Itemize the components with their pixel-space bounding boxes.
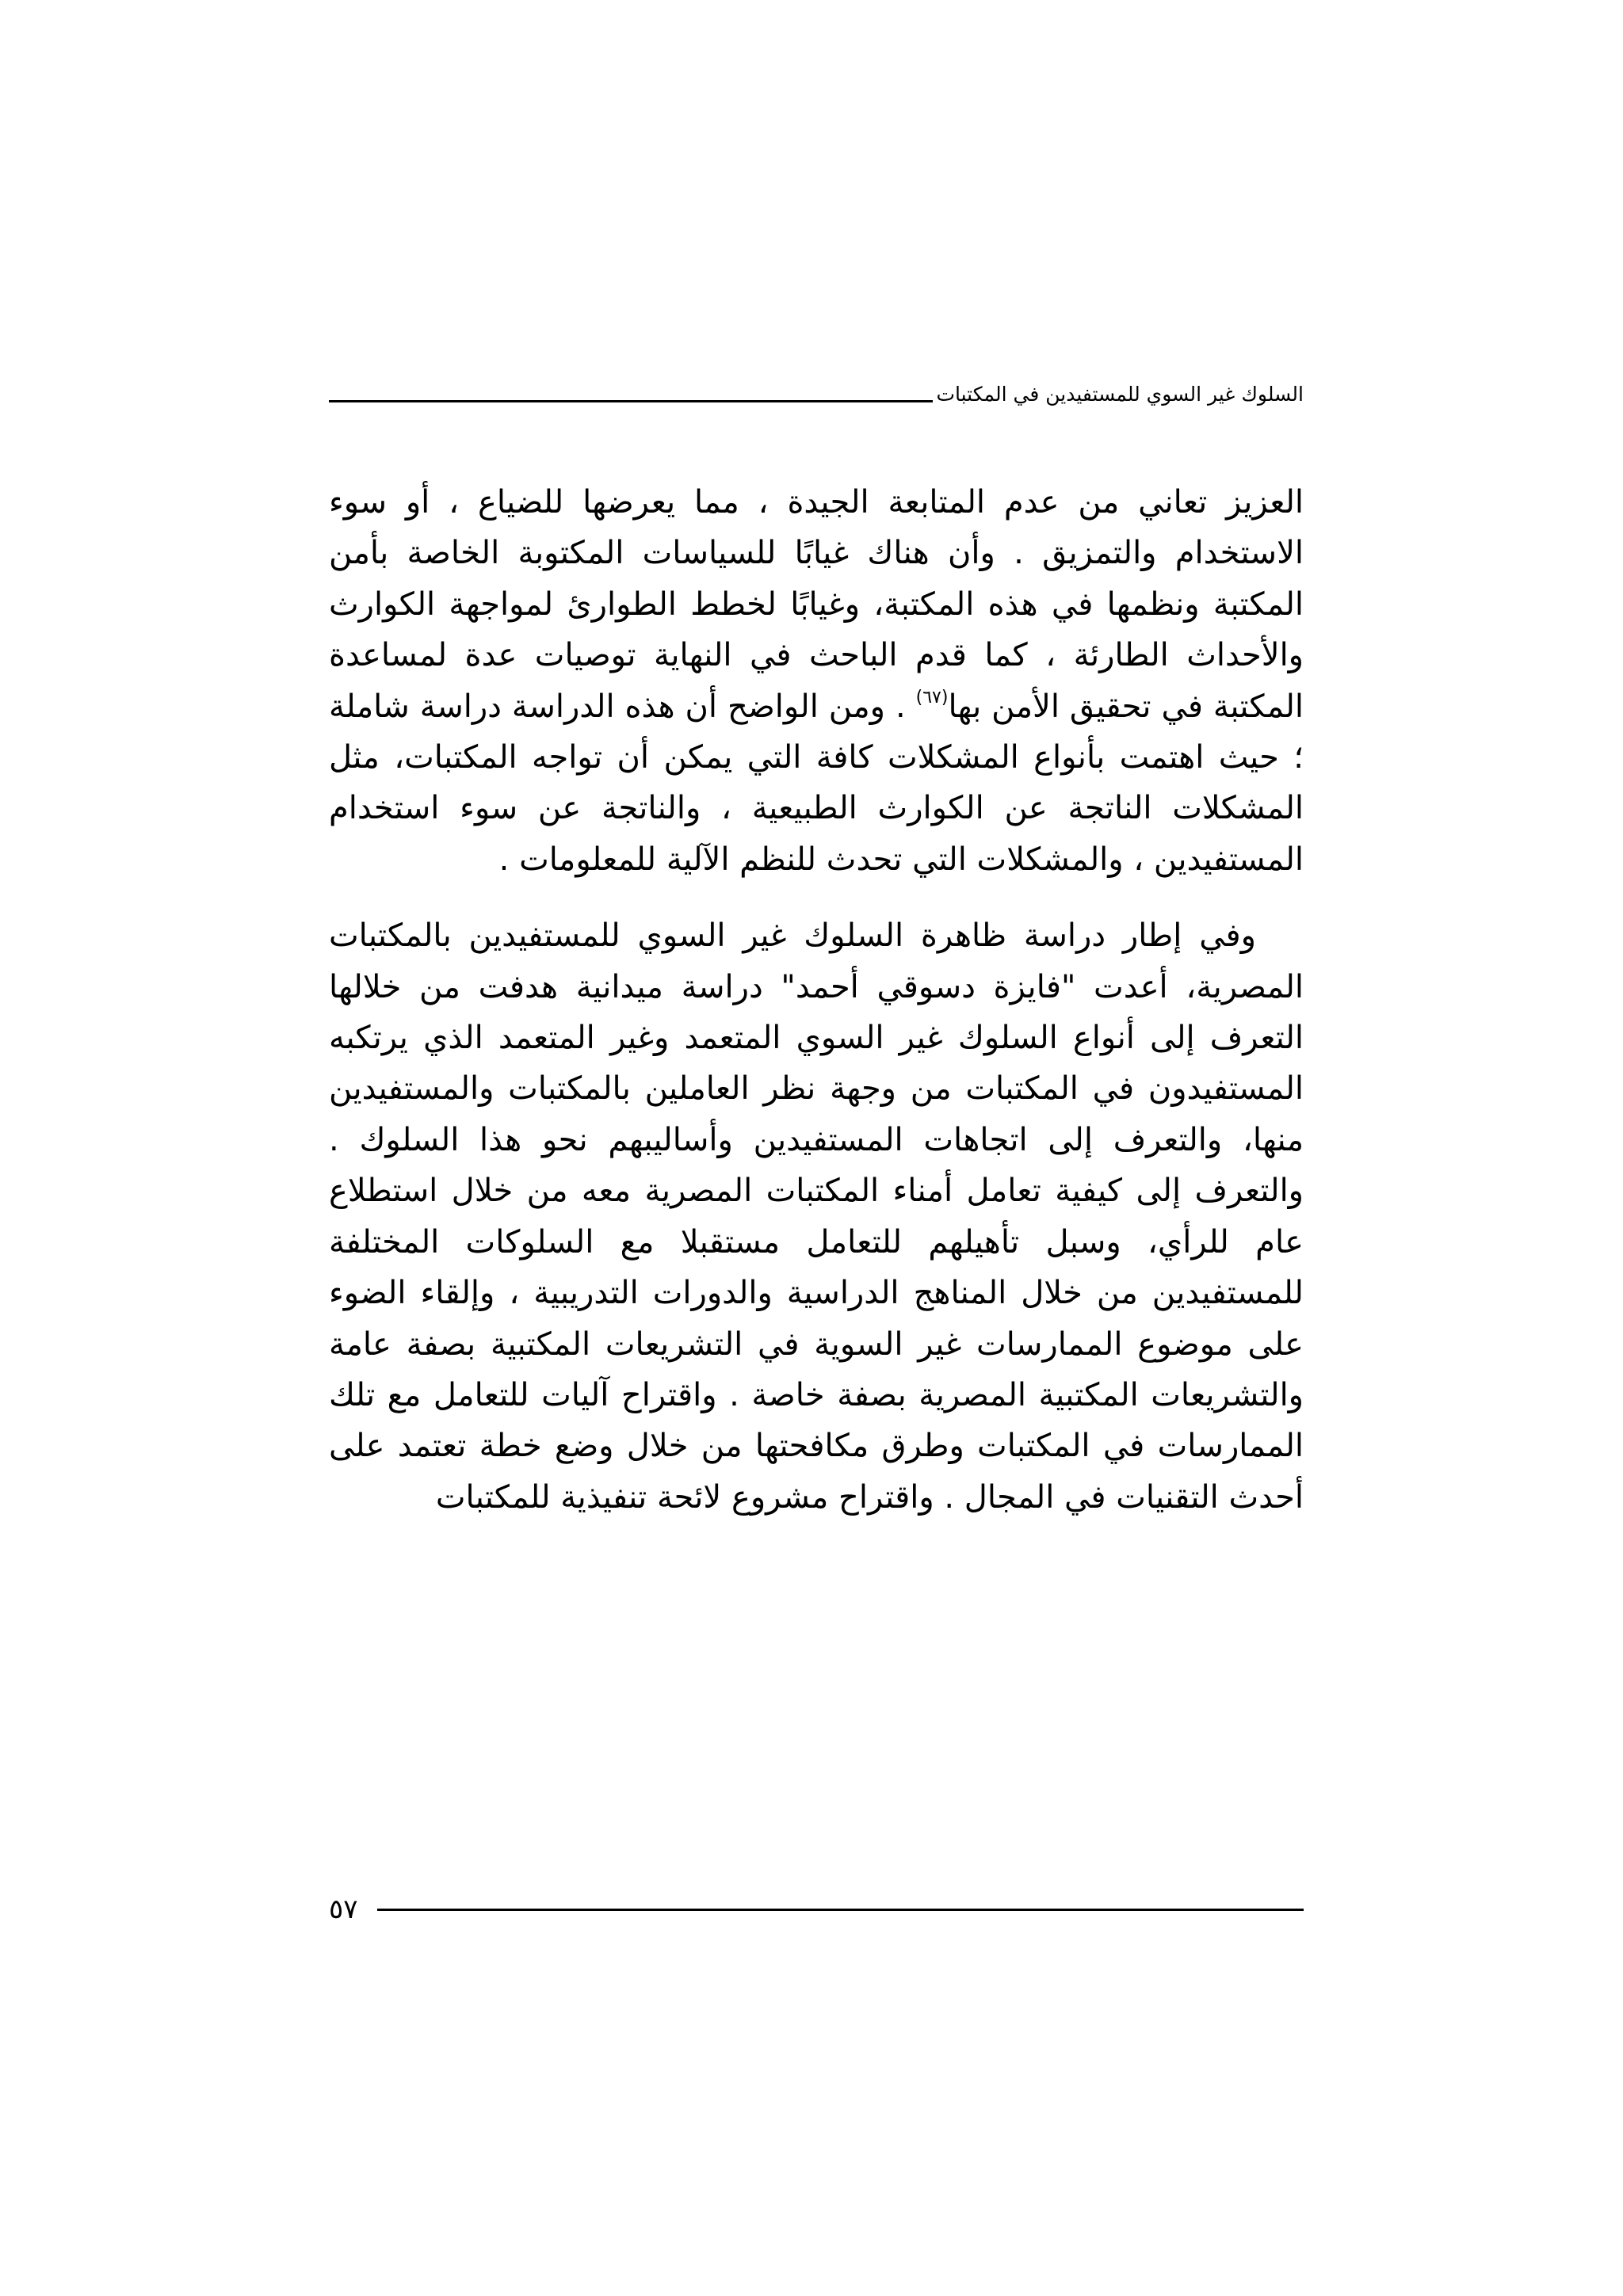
paragraph-1-continuation: . ومن الواضح أن هذه الدراسة دراسة شاملة ؛ حيث اهتمت بأنواع المشكلات كافة التي يمكن أن تواجه المكتبات، مثل المشكلات الناتجة عن الكوارث الطبيعية ، والناتجة عن سوء استخدام المستفيدين ، والمشكلات التي تحدث للنظم الآلية للمعلومات . <box>329 688 1304 878</box>
paragraph-2: وفي إطار دراسة ظاهرة السلوك غير السوي للمستفيدين بالمكتبات المصرية، أعدت "فايزة دسوقي أحمد" دراسة ميدانية هدفت من خلالها التعرف إلى أنواع السلوك غير السوي المتعمد وغير المتعمد الذي يرتكبه المستفيدون في المكتبات من وجهة نظر العاملين بالمكتبات والمستفيدين منها، والتعرف إلى اتجاهات المستفيدين وأساليبهم نحو هذا السلوك . والتعرف إلى كيفية تعامل أمناء المكتبات المصرية معه من خلال استطلاع عام للرأي، وسبل تأهيلهم للتعامل مستقبلا مع السلوكات المختلفة للمستفيدين من خلال المناهج الدراسية والدورات التدريبية ، وإلقاء الضوء على موضوع الممارسات غير السوية في التشريعات المكتبية بصفة عامة والتشريعات المكتبية المصرية بصفة خاصة . واقتراح آليات للتعامل مع تلك الممارسات في المكتبات وطرق مكافحتها من خلال وضع خطة تعتمد على أحدث التقنيات في المجال . واقتراح مشروع لائحة تنفيذية للمكتبات <box>329 917 1304 1516</box>
page-number: ٥٧ <box>329 1894 358 1925</box>
page-footer <box>329 1890 1304 1929</box>
footer-rule <box>377 1909 1304 1911</box>
paragraph-1 <box>329 477 1304 885</box>
footnote-reference: (٦٧) <box>915 687 949 707</box>
body-text <box>329 477 1304 1523</box>
header-title: السلوك غير السوي للمستفيدين في المكتبات <box>936 383 1304 406</box>
running-header <box>329 372 1304 404</box>
paragraph-1-text: العزيز تعاني من عدم المتابعة الجيدة ، مما يعرضها للضياع ، أو سوء الاستخدام والتمزيق . وأن هناك غيابًا للسياسات المكتوبة الخاصة بأمن المكتبة ونظمها في هذه المكتبة، وغيابًا لخطط الطوارئ لمواجهة الكوارث والأحداث الطارئة ، كما قدم الباحث في النهاية توصيات عدة لمساعدة المكتبة في تحقيق الأمن بها <box>329 484 1304 725</box>
header-rule <box>329 400 933 402</box>
